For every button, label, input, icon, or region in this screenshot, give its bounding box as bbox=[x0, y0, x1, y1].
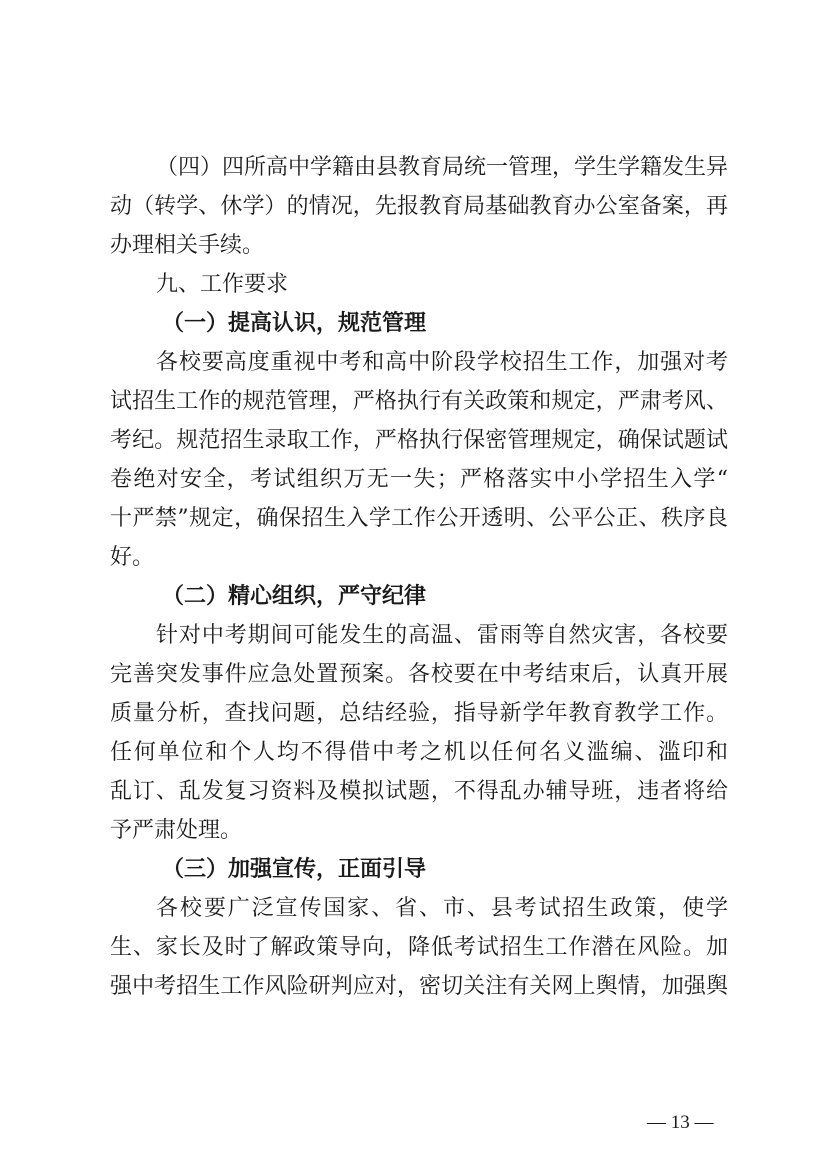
subsection-2-line: 针对中考期间可能发生的高温、雷雨等自然灾害，各校要 bbox=[156, 623, 728, 648]
subsection-1-line: 考纪。规范招生录取工作，严格执行保密管理规定，确保试题试 bbox=[110, 428, 728, 453]
subsection-heading: （二）精心组织，严守纪律 bbox=[162, 584, 427, 609]
subsection-3-line: 各校要广泛宣传国家、省、市、县考试招生政策，使学 bbox=[156, 896, 728, 921]
subsection-heading: （三）加强宣传，正面引导 bbox=[162, 857, 427, 882]
subsection-1-line: 试招生工作的规范管理，严格执行有关政策和规定，严肃考风、 bbox=[110, 389, 728, 414]
page-number: — 13 — bbox=[647, 1112, 714, 1133]
subsection-1-line: 卷绝对安全，考试组织万无一失；严格落实中小学招生入学“ bbox=[110, 467, 728, 492]
subsection-2-line: 完善突发事件应急处置预案。各校要在中考结束后，认真开展 bbox=[110, 662, 728, 687]
subsection-2-line: 质量分析，查找问题，总结经验，指导新学年教育教学工作。 bbox=[110, 701, 728, 726]
subsection-1-line: 好。 bbox=[110, 545, 155, 570]
paragraph-4-line: 办理相关手续。 bbox=[110, 233, 265, 258]
paragraph-4-line: （四）四所高中学籍由县教育局统一管理，学生学籍发生异 bbox=[156, 155, 729, 180]
subsection-1-line: 各校要高度重视中考和高中阶段学校招生工作，加强对考 bbox=[156, 350, 728, 375]
subsection-2-line: 乱订、乱发复习资料及模拟试题，不得乱办辅导班，违者将给 bbox=[110, 779, 728, 804]
subsection-2-line: 任何单位和个人均不得借中考之机以任何名义滥编、滥印和 bbox=[110, 740, 728, 765]
paragraph-4-line: 动（转学、休学）的情况，先报教育局基础教育办公室备案，再 bbox=[110, 194, 728, 219]
document-body bbox=[110, 148, 728, 1006]
subsection-3-line: 强中考招生工作风险研判应对，密切关注有关网上舆情，加强舆 bbox=[110, 974, 728, 999]
subsection-2-line: 予严肃处理。 bbox=[110, 818, 243, 843]
subsection-3-line: 生、家长及时了解政策导向，降低考试招生工作潜在风险。加 bbox=[110, 935, 728, 960]
subsection-1-line: 十严禁”规定，确保招生入学工作公开透明、公平公正、秩序良 bbox=[110, 506, 728, 531]
section-heading: 九、工作要求 bbox=[156, 272, 289, 297]
subsection-heading: （一）提高认识，规范管理 bbox=[162, 311, 427, 336]
